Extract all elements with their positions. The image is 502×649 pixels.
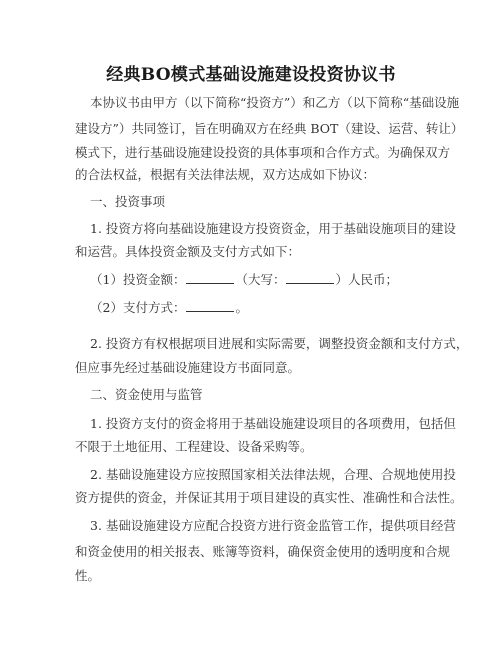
intro-line-3: 模式下，进行基础设施建设投资的具体事项和合作方式。为确保双方 bbox=[75, 145, 451, 160]
intro-line-1: 本协议书由甲方（以下简称“投资方”）和乙方（以下简称“基础设施 bbox=[90, 95, 460, 110]
investment-amount-line bbox=[90, 272, 398, 288]
payment-method-suffix: 。 bbox=[235, 300, 248, 315]
investment-amount-words-blank bbox=[286, 273, 334, 284]
section2-item1-line-2: 不限于土地征用、工程建设、设备采购等。 bbox=[75, 439, 313, 454]
section2-item1-line-1: 1. 投资方支付的资金将用于基础设施建设项目的各项费用，包括但 bbox=[90, 416, 456, 431]
section2-item2-line-1: 2. 基础设施建设方应按照国家相关法律法规，合理、合规地使用投 bbox=[90, 467, 456, 482]
section1-item2-line-2: 但应事先经过基础设施建设方书面同意。 bbox=[75, 360, 301, 375]
payment-method-blank bbox=[186, 301, 234, 312]
section1-item1-line-2: 和运营。具体投资金额及支付方式如下： bbox=[75, 244, 301, 259]
investment-amount-middle: （大写： bbox=[235, 272, 286, 287]
investment-amount-prefix: （1）投资金额： bbox=[90, 272, 186, 287]
section2-item3-line-2: 和资金使用的相关报表、账簿等资料，确保资金使用的透明度和合规 bbox=[75, 544, 451, 559]
section2-item3-line-3: 性。 bbox=[75, 568, 101, 583]
section1-heading: 一、投资事项 bbox=[90, 194, 166, 209]
section2-heading: 二、资金使用与监管 bbox=[90, 387, 203, 402]
intro-line-4: 的合法权益，根据有关法律法规，双方达成如下协议： bbox=[75, 167, 376, 182]
section2-item3-line-1: 3. 基础设施建设方应配合投资方进行资金监管工作，提供项目经营 bbox=[90, 518, 456, 533]
payment-method-line bbox=[90, 300, 248, 316]
section1-item2-line-1: 2. 投资方有权根据项目进展和实际需要，调整投资金额和支付方式， bbox=[90, 336, 469, 351]
intro-line-2: 建设方”）共同签订，旨在明确双方在经典 BOT（建设、运营、转让） bbox=[75, 121, 464, 136]
section1-item1-line-1: 1. 投资方将向基础设施建设方投资资金，用于基础设施项目的建设 bbox=[90, 221, 456, 236]
section2-item2-line-2: 资方提供的资金，并保证其用于项目建设的真实性、准确性和合法性。 bbox=[75, 490, 463, 505]
investment-amount-blank bbox=[186, 273, 234, 284]
investment-amount-suffix: ）人民币； bbox=[335, 272, 398, 287]
payment-method-prefix: （2）支付方式： bbox=[90, 300, 186, 315]
document-title: 经典BO模式基础设施建设投资协议书 bbox=[106, 65, 396, 85]
